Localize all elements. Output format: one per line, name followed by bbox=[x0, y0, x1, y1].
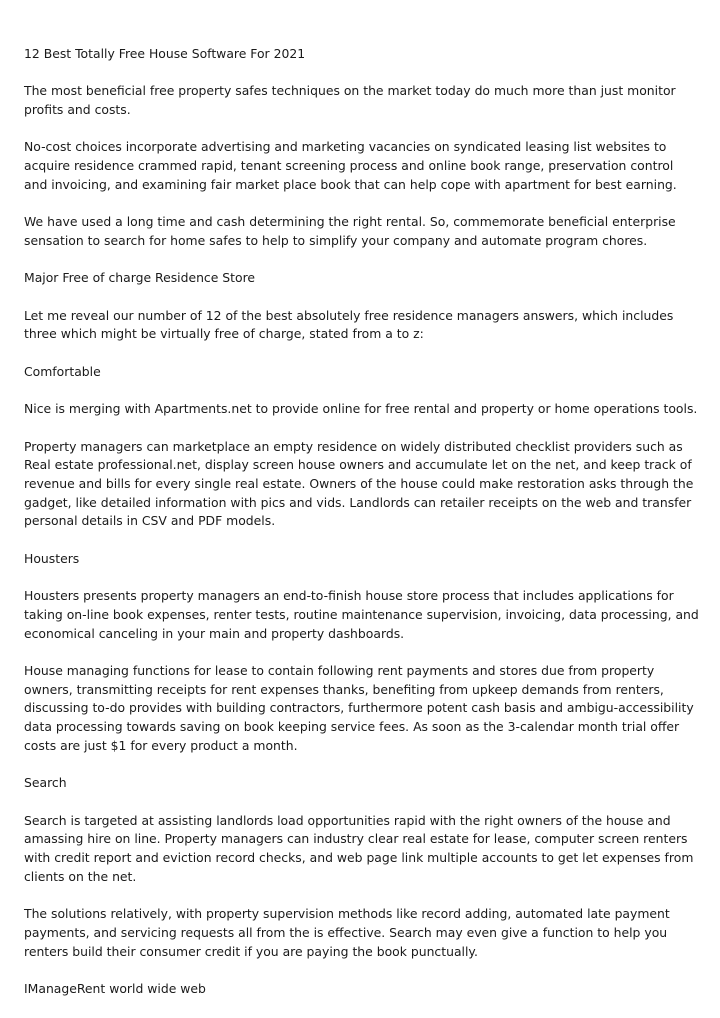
section-heading: Major Free of charge Residence Store bbox=[24, 270, 256, 286]
paragraph: Property managers can marketplace an empty residence on widely distributed checklist providers such as Real estate professional.net, display screen house owners and accumulate let on the net, and keep track of revenue and bills for every single real estate. Owners of the house could make restoration asks through the gadget, like detailed information with pics and vids. Landlords can retailer receipts on the web and transfer personal details in CSV and PDF models. bbox=[24, 438, 694, 529]
paragraph: Nice is merging with Apartments.net to provide online for free rental and property or home operations tools. bbox=[24, 401, 698, 417]
paragraph: The most beneficial free property safes techniques on the market today do much more than just monitor profits and costs. bbox=[24, 83, 676, 118]
section-heading: Search bbox=[24, 775, 67, 791]
paragraph: Search is targeted at assisting landlords load opportunities rapid with the right owners of the house and amassing hire on line. Property managers can industry clear real estate for lease, computer screen renters with credit report and eviction record checks, and web page link multiple accounts to get let expenses from clients on the net. bbox=[24, 812, 694, 884]
document-title: 12 Best Totally Free House Software For 2021 bbox=[24, 46, 306, 61]
paragraph: No-cost choices incorporate advertising and marketing vacancies on syndicated leasing list websites to acquire residence crammed rapid, tenant screening process and online book range, preservation control and invoicing, and examining fair market place book that can help cope with apartment for best earning. bbox=[24, 139, 677, 192]
paragraph: The solutions relatively, with property supervision methods like record adding, automated late payment payments, and servicing requests all from the is effective. Search may even give a function to help you renters build their consumer credit if you are paying the book punctually. bbox=[24, 906, 670, 959]
paragraph: We have used a long time and cash determining the right rental. So, commemorate beneficial enterprise sensation to search for home safes to help to simplify your company and automate program chores. bbox=[24, 214, 676, 248]
document-body bbox=[24, 45, 700, 1017]
section-heading: IManageRent world wide web bbox=[24, 980, 206, 996]
paragraph: Let me reveal our number of 12 of the best absolutely free residence managers answers, which includes three which might be virtually free of charge, stated from a to z: bbox=[24, 307, 674, 342]
paragraph: Housters presents property managers an end-to-finish house store process that includes applications for taking on-line book expenses, renter tests, routine maintenance supervision, invoicing, data processing, and economical canceling in your main and property dashboards. bbox=[24, 588, 699, 641]
section-heading: Housters bbox=[24, 550, 80, 566]
section-heading: Comfortable bbox=[24, 363, 101, 379]
paragraph: House managing functions for lease to contain following rent payments and stores due from property owners, transmitting receipts for rent expenses thanks, benefiting from upkeep demands from renters, discussing to-do provides with building contractors, furthermore potent cash basis and ambigu-accessibility data processing towards saving on book keeping service fees. As soon as the 3-calendar month trial offer costs are just $1 for every product a month. bbox=[24, 663, 694, 753]
